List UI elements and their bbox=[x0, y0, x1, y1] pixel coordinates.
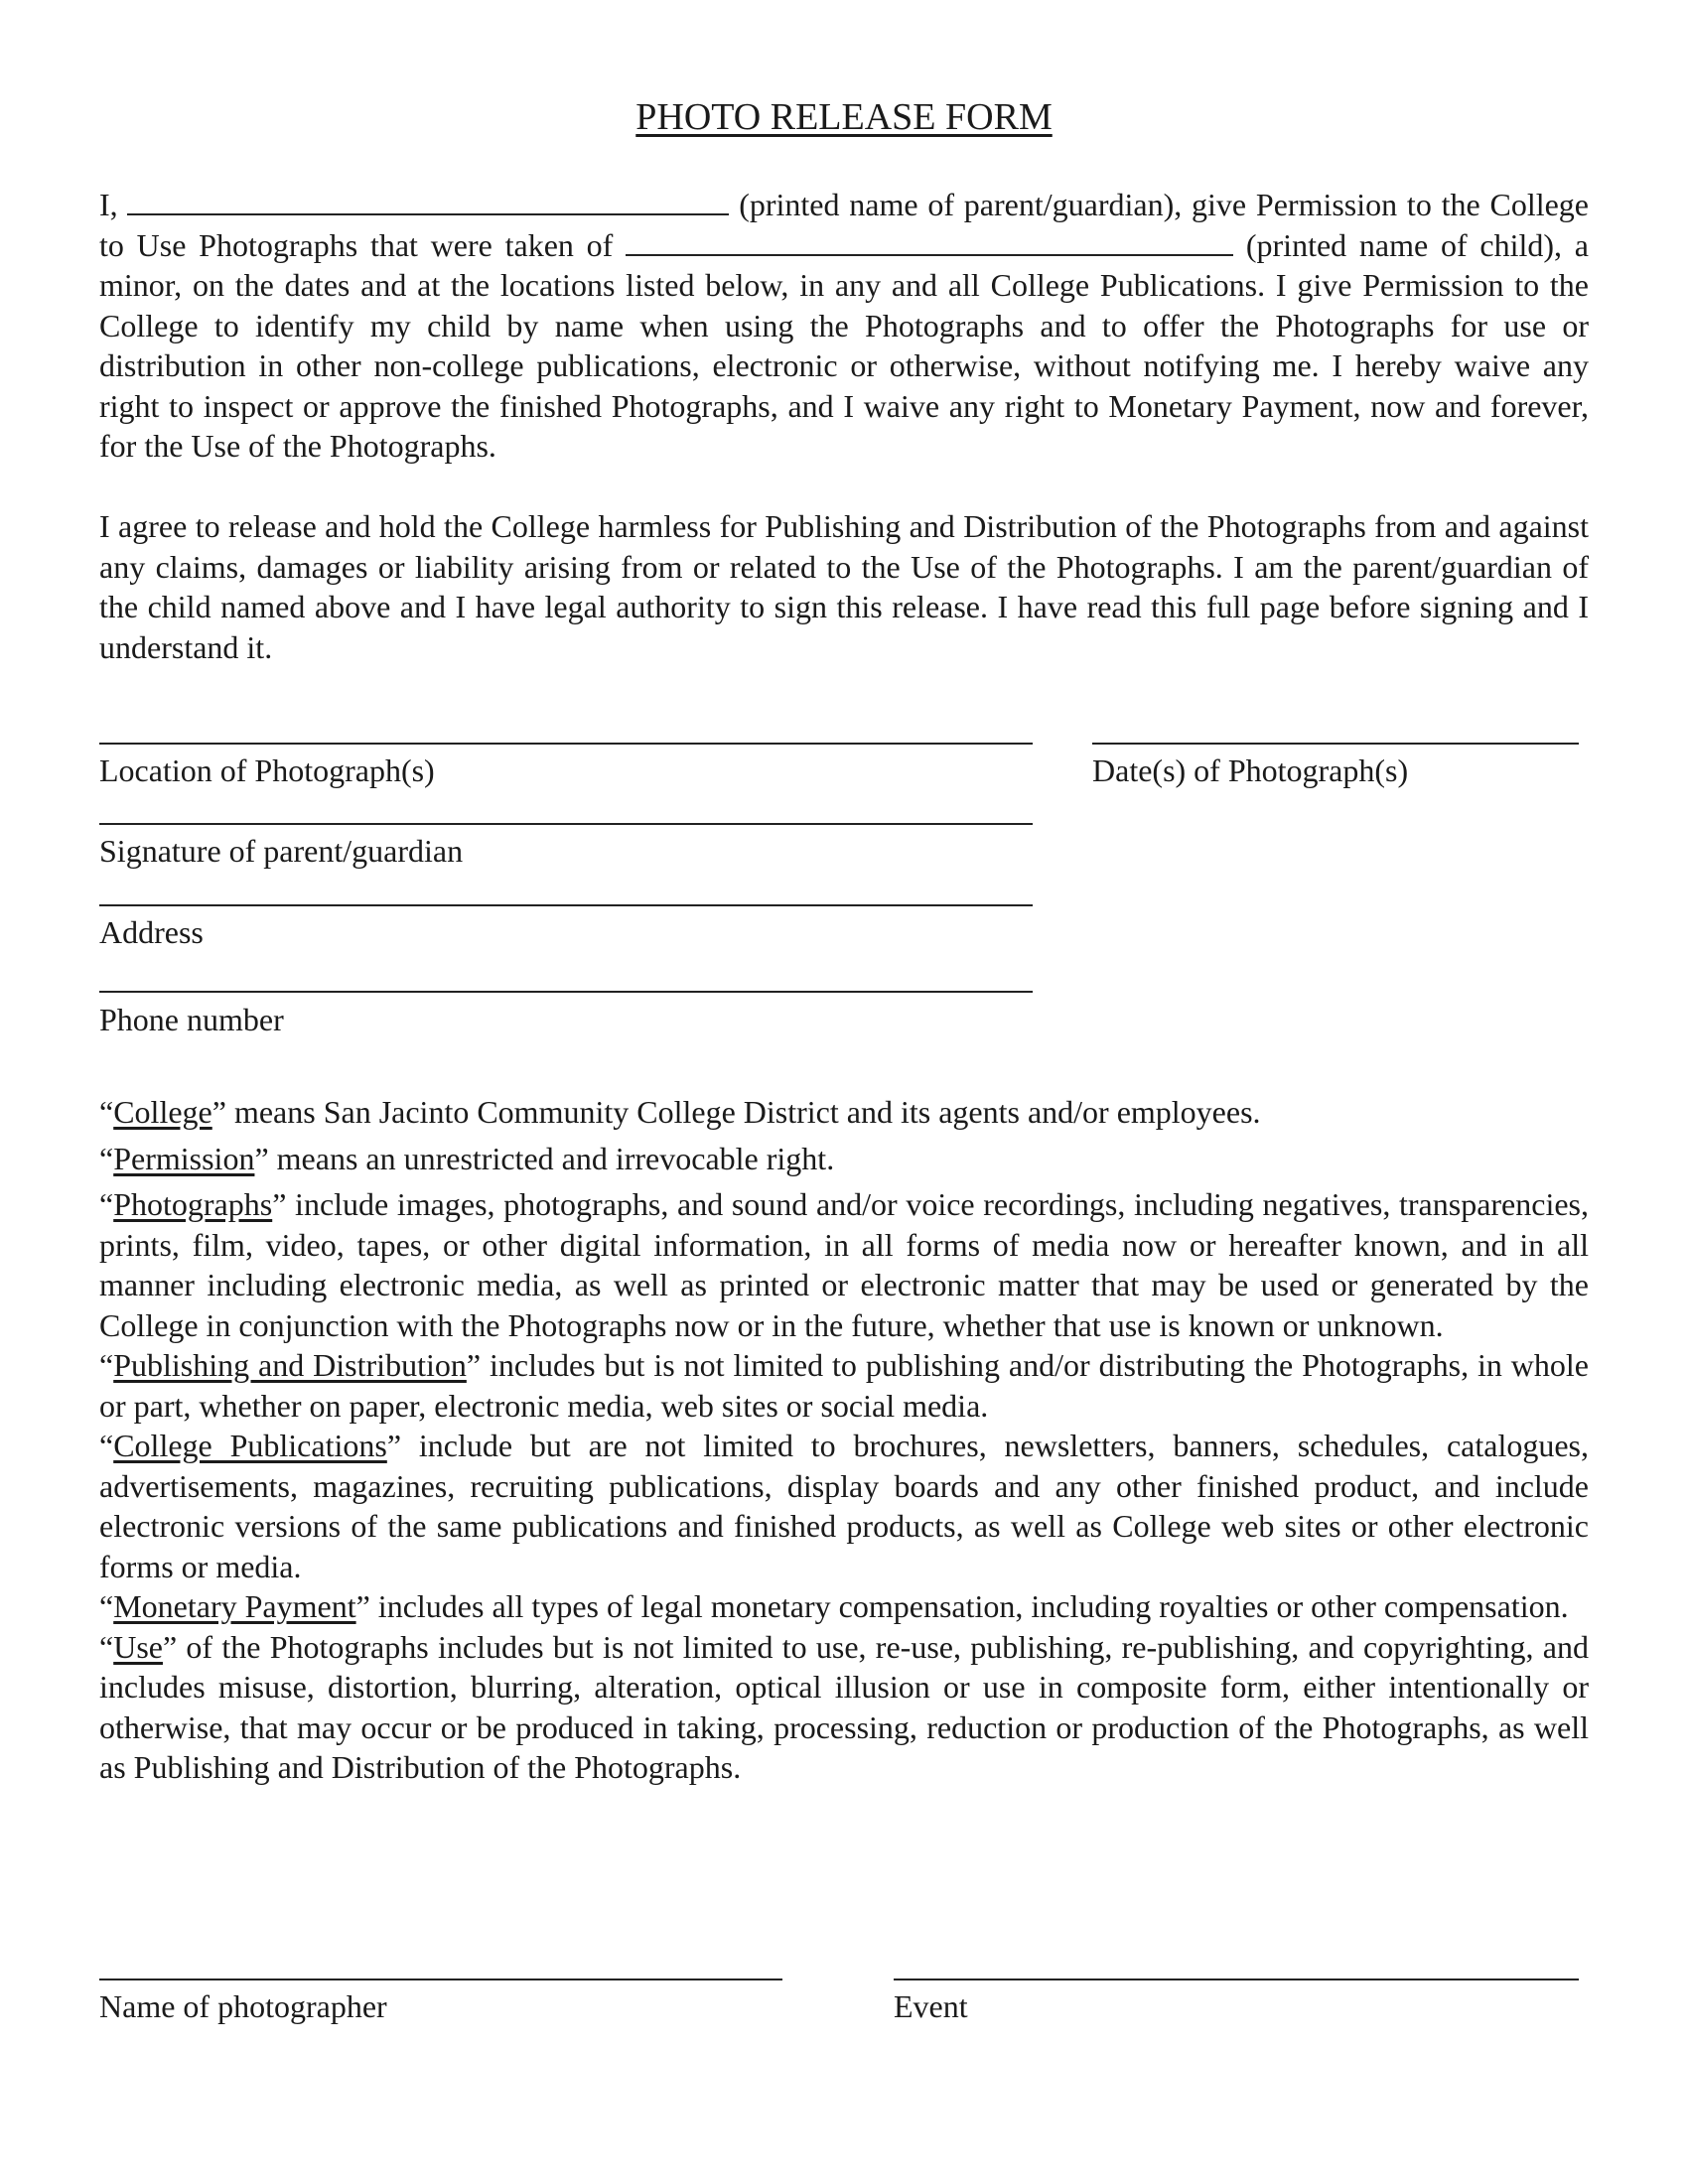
phone-field[interactable] bbox=[99, 991, 1033, 993]
event-field[interactable] bbox=[894, 1979, 1579, 1980]
definition-term: Photographs bbox=[113, 1186, 273, 1222]
permission-text-part2: (printed name of child), a minor, on the dates and at the locations listed below, in any and all College Publications. I give Permission to the College to identify my child by name when using the Photographs and to offer the Photographs for use or distribution in other non-college publications, electronic or otherwise, without notifying me. I hereby waive any right to inspect or approve the finished Photographs, and I waive any right to Monetary Payment, now and forever, for the Use of the Photographs. bbox=[99, 226, 1590, 464]
signature-label: Signature of parent/guardian bbox=[99, 833, 464, 869]
dates-field[interactable] bbox=[1092, 743, 1579, 745]
definition-term: Permission bbox=[113, 1140, 255, 1176]
location-field[interactable] bbox=[99, 743, 1033, 745]
address-field[interactable] bbox=[99, 904, 1033, 906]
location-label: Location of Photograph(s) bbox=[99, 752, 435, 788]
definition-term: Monetary Payment bbox=[113, 1588, 356, 1624]
signature-field[interactable] bbox=[99, 823, 1033, 825]
definition-publishing-distribution: “Publishing and Distribution” includes but is not limited to publishing and/or distributing the Photographs, in whole or part, whether on paper, electronic media, web sites or social media. bbox=[99, 1347, 1590, 1424]
definitions bbox=[99, 1092, 1589, 1788]
definition-term: Publishing and Distribution bbox=[113, 1347, 467, 1383]
address-label: Address bbox=[99, 914, 204, 950]
release-paragraph: I agree to release and hold the College harmless for Publishing and Distribution of the Photographs from and against any claims, damages or liability arising from or related to the Use of the Photographs. I am the parent/guardian of the child named above and I have legal authority to sign this release. I have read this full page before signing and I understand it. bbox=[99, 508, 1589, 665]
i-prefix: I, bbox=[99, 187, 118, 222]
child-name-field[interactable] bbox=[626, 226, 1233, 256]
photographer-field[interactable] bbox=[99, 1979, 782, 1980]
definition-term: College bbox=[113, 1094, 212, 1130]
definition-term: College Publications bbox=[113, 1428, 387, 1463]
permission-paragraph bbox=[99, 185, 1589, 467]
definition-term: Use bbox=[113, 1628, 163, 1665]
permission-text-part1: (printed name of parent/guardian), give Permission to the College to Use Photographs that were taken of bbox=[99, 187, 1590, 263]
dates-label: Date(s) of Photograph(s) bbox=[1092, 752, 1409, 788]
definition-photographs: “Photographs” include images, photographs, and sound and/or voice recordings, including negatives, transparencies, prints, film, video, tapes, or other digital information, in all forms of media now or hereafter known, and in all manner including electronic media, as well as printed or electronic matter that may be used or generated by the College in conjunction with the Photographs now or in the future, whether that use is known or unknown. bbox=[99, 1186, 1589, 1343]
photographer-label: Name of photographer bbox=[99, 1988, 387, 2024]
definition-college-publications: “College Publications” include but are not limited to brochures, newsletters, banners, schedules, catalogues, advertisements, magazines, recruiting publications, display boards and any other finished product, and include electronic versions of the same publications and finished products, as well as College web sites or other electronic forms or media. bbox=[99, 1428, 1590, 1584]
page-title: PHOTO RELEASE FORM bbox=[635, 96, 1053, 138]
event-label: Event bbox=[894, 1988, 968, 2024]
phone-label: Phone number bbox=[99, 1002, 284, 1037]
definition-monetary-payment: “Monetary Payment” includes all types of legal monetary compensation, including royalties or other compensation. bbox=[99, 1588, 1569, 1624]
definition-permission: “Permission” means an unrestricted and irrevocable right. bbox=[99, 1140, 835, 1176]
definition-use: “Use” of the Photographs includes but is not limited to use, re-use, publishing, re-publishing, and copyrighting, and includes misuse, distortion, blurring, alteration, optical illusion or use in composite form, either intentionally or otherwise, that may occur or be produced in taking, processing, reduction or production of the Photographs, as well as Publishing and Distribution of the Photographs. bbox=[99, 1628, 1589, 1785]
definition-college: “College” means San Jacinto Community College District and its agents and/or employees. bbox=[99, 1094, 1261, 1130]
parent-name-field[interactable] bbox=[127, 186, 729, 215]
